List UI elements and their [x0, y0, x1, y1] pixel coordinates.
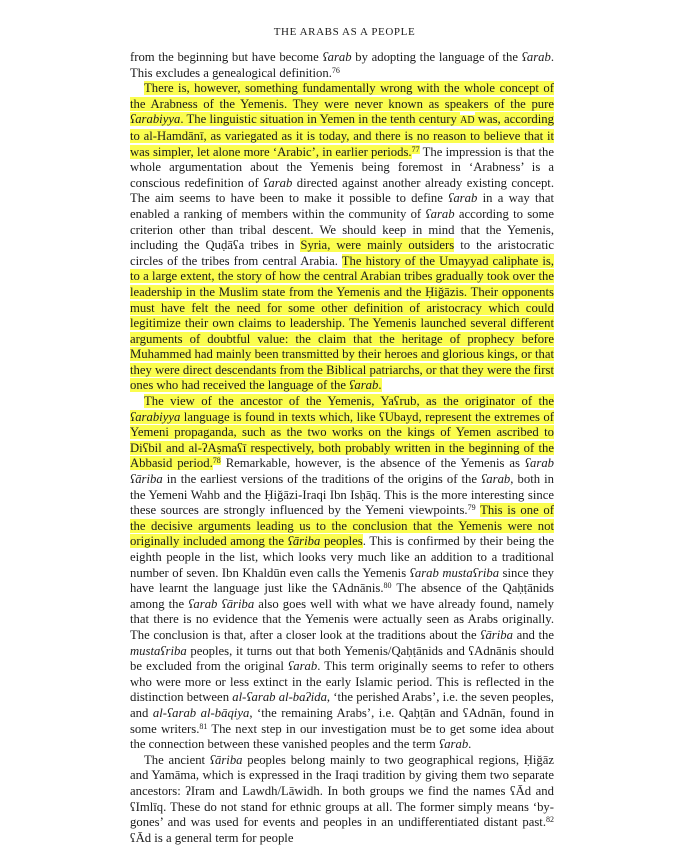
footnote-ref: 81 [199, 721, 208, 731]
footnote-ref: 79 [467, 503, 476, 513]
highlighted-text: ʕarabiyya [130, 409, 181, 424]
text-run: peoples, it turns out that both Yemenis/Qaḥṭānids and ʕAdnānis should be excluded from the original [130, 643, 554, 674]
text-run: ʕarab [322, 50, 352, 64]
text-run: directed against another already existing concept. The aim seems to have been to make it possible to define [130, 175, 555, 206]
text-run: by adopting the language of the [351, 50, 522, 64]
text-run: The next step in our investigation must be to get some idea about the connection between these vanished peoples and the term [130, 721, 554, 752]
paragraph [130, 394, 554, 753]
text-run: , ‘the perished Arabs’, i.e. the seven peoples, and [130, 690, 554, 720]
footnote-ref: 82 [546, 815, 554, 825]
highlighted-text: ʕāriba [287, 534, 321, 549]
highlighted-text: The view of the ancestor of the Yemenis, Yaʕrub, as the originator of the [144, 394, 554, 409]
text-run: ʕarab [425, 206, 455, 221]
text-run: mustaʕriba [130, 643, 187, 658]
text-run: according to some criterion other than tribal descent. We should keep in mind that the Yemenis, including the Quḍāʕa tribes in [130, 206, 554, 253]
text-run: ʕāriba [480, 627, 513, 642]
paragraph [130, 753, 554, 846]
text-run: The impression is that the whole argumentation about the Yemenis being foremost in ‘Arabness’ is a conscious redefinition of [130, 144, 554, 190]
highlighted-text: . [378, 378, 382, 393]
text-run: . This is confirmed by their being the eighth people in the list, which looks very much like an addition to a traditional number of seven. Ibn Khaldūn even calls the Yemenis [130, 534, 554, 580]
text-run: Remarkable, however, is the absence of the Yemenis as [220, 456, 525, 471]
highlighted-text: Syria, were mainly outsiders [300, 238, 455, 253]
text-run: ʕāriba [209, 752, 243, 767]
text-run: since they have learnt the language just like the ʕAdnānis. [130, 565, 554, 596]
text-run: ʕarab [481, 472, 511, 487]
text-run: al-ʕarab al-bāqiya [152, 705, 250, 720]
highlighted-text: The history of the Umayyad caliphate is, to a large extent, the story of how the central Arabian tribes gradually took over the leadership in the Muslim state from the Yemenis and the Ḥiǧāzis. Their opponents must have felt the need for some other definition of aristocracy which could legitimize their own claims to leadership. The Yemenis launched several different arguments of doubtful value: the claim that the heritage of prophecy before Muhammed had mainly been transmitted by their heroes and glorious kings, or that they were direct descendants from the Biblical patriarchs, or that they were the first ones who had received the language of the [130, 253, 554, 393]
text-run: ʕarab ʕāriba [130, 456, 555, 487]
text-run: , both in the Yemeni Wahb and the Ḥiǧāzi-Iraqi Ibn Isḥāq. This is the more interesting since these sources are strongly influenced by the Yemeni viewpoints. [130, 472, 554, 518]
text-run: ʕarab [263, 175, 293, 190]
text-run: in a way that enabled a ranking of members within the community of [130, 191, 554, 221]
highlighted-text: AD [460, 115, 475, 127]
highlighted-text: was, according to al-Hamdānī, as variegated as it is today, and there is no reason to believe that it was simpler, let alone more ‘Arabic’, in earlier periods. [130, 112, 554, 159]
text-run: . This excludes a genealogical definition. [130, 50, 554, 80]
text-run: al-ʕarab al-baʔida [232, 690, 327, 705]
text-run: ʕarab mustaʕriba [409, 565, 500, 580]
text-run: ʕarab [521, 50, 551, 64]
highlighted-text: . The linguistic situation in Yemen in the tenth century [180, 112, 461, 127]
text-run: and the [512, 627, 555, 642]
highlighted-text: ʕarab [349, 378, 379, 393]
text-run: ʕarab [448, 191, 478, 206]
text-run: . This term originally seems to refer to others who were more or less extinct in the early Islamic period. This is reflected in the distinction between [130, 659, 554, 705]
body-text [130, 50, 554, 846]
text-run: also goes well with what we have already found, namely that there is no evidence that the Yemenis were actually seen as Arabs originally. The conclusion is that, after a closer look at the traditions about the [130, 596, 554, 642]
text-run: peoples belong mainly to two geographical regions, Ḥiǧāz and Yamāma, which is expressed in the Iraqi tradition by giving them two separate ancestors: ʔIram and Lawdh/Lāwidh. In both groups we find the names ʕĀd and ʕImlīq. These do not stand for ethnic groups at all. The former simply means ‘by-gones’ and was used for events and peoples in an undifferentiated distant past. [130, 752, 555, 830]
text-run: in the earliest versions of the traditions of the origins of the [162, 472, 482, 487]
paragraph [130, 50, 554, 81]
text-run: to the aristocratic circles of the tribes from central Arabia. [130, 238, 554, 268]
text-run: . [468, 737, 472, 752]
footnote-ref: 76 [331, 65, 340, 75]
text-run: The ancient [144, 752, 210, 767]
text-run: The absence of the Qaḥṭānids among the [130, 581, 554, 611]
footnote-ref: 78 [212, 456, 221, 466]
footnote-ref: 80 [383, 581, 392, 591]
text-run: ʕĀd is a general term for people [130, 830, 294, 845]
highlighted-text: There is, however, something fundamentally wrong with the whole concept of the Arabness of the Yemenis. They were never known as speakers of the pure [130, 81, 554, 111]
paragraph [130, 81, 554, 394]
text-run: from the beginning but have become [130, 50, 323, 64]
highlighted-text: This is one of the decisive arguments leading us to the conclusion that the Yemenis were not originally included among the [130, 503, 554, 549]
text-run: ʕarab [288, 659, 318, 674]
text-run: ʕarab [438, 737, 469, 752]
footnote-ref: 77 [411, 144, 420, 154]
text-run: ʕarab ʕāriba [188, 596, 255, 611]
highlighted-text: ʕarabiyya [130, 112, 181, 127]
highlighted-text: language is found in texts which, like ʕUbayd, represent the extremes of Yemeni propaganda, such as the two works on the kings of Yemen ascribed to Diʕbil and al-ʔAṣmaʕī respectively, both probably written in the beginning of the Abbasid period. [130, 409, 554, 471]
text-run: , ‘the remaining Arabs’, i.e. Qaḥṭān and ʕAdnān, found in some writers. [130, 705, 555, 736]
highlighted-text: peoples [320, 534, 363, 549]
running-head: THE ARABS AS A PEOPLE [273, 26, 416, 38]
